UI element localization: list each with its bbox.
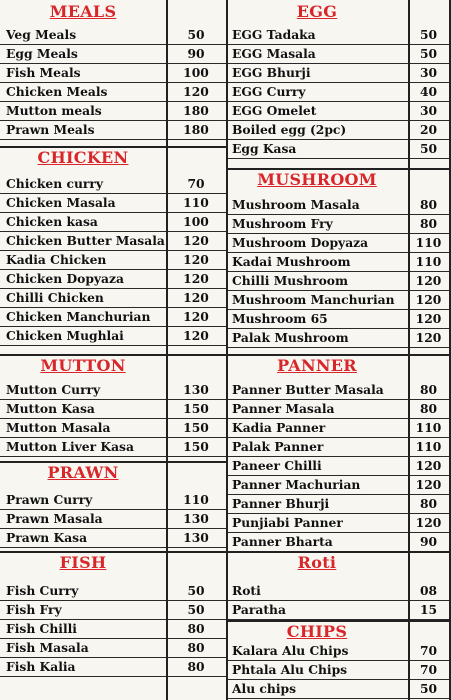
menu-row-alu-chips (226, 680, 451, 699)
item-name: Fish Kalia (6, 659, 76, 674)
item-price: 50 (419, 46, 438, 61)
item-price: 180 (183, 122, 209, 137)
left-price-divider (166, 0, 168, 700)
item-name: Veg Meals (6, 27, 77, 42)
item-name: Panner Masala (232, 401, 335, 416)
item-price: 40 (419, 84, 438, 99)
center-divider (226, 0, 228, 700)
menu-row-prawn-masala (0, 510, 226, 529)
right-price-divider (408, 0, 410, 700)
item-name: EGG Curry (232, 84, 306, 99)
item-price: 120 (183, 252, 209, 267)
item-price: 80 (187, 659, 205, 674)
item-price: 120 (415, 311, 442, 326)
item-price: 100 (183, 214, 209, 229)
item-price: 110 (183, 492, 209, 507)
menu-row-mutton-curry (0, 381, 226, 400)
menu-row-prawn-curry (0, 491, 226, 510)
item-name: Prawn Kasa (6, 530, 88, 545)
item-name: Panner Bhurji (232, 496, 330, 511)
item-price: 150 (183, 439, 209, 454)
item-name: Kalara Alu Chips (232, 643, 349, 658)
item-price: 50 (187, 602, 205, 617)
item-price: 110 (415, 254, 442, 269)
menu-row-mushroom-manchurian (226, 291, 451, 310)
menu-row-mushroom-fry (226, 215, 451, 234)
item-name: Mushroom Manchurian (232, 292, 395, 307)
item-price: 120 (183, 271, 209, 286)
item-price: 90 (187, 46, 205, 61)
item-name: Egg Kasa (232, 141, 297, 156)
item-name: Boiled egg (2pc) (232, 122, 347, 137)
item-price: 120 (415, 292, 442, 307)
item-price: 50 (419, 141, 438, 156)
menu-row-kadia-chicken (0, 251, 226, 270)
menu-row-egg-omelet (226, 102, 451, 121)
item-price: 30 (419, 103, 438, 118)
item-price: 90 (419, 534, 438, 549)
item-name: Phtala Alu Chips (232, 662, 348, 677)
menu-row-fish-fry (0, 601, 226, 620)
item-price: 70 (419, 643, 438, 658)
item-price: 120 (183, 233, 209, 248)
menu-row-mutton-masala (0, 419, 226, 438)
item-name: Fish Meals (6, 65, 81, 80)
item-name: Alu chips (232, 681, 297, 696)
item-price: 120 (183, 290, 209, 305)
item-price: 130 (183, 530, 209, 545)
menu-row-mushroom-dopyaza (226, 234, 451, 253)
item-price: 80 (419, 382, 438, 397)
menu-row-chicken-curry (0, 175, 226, 194)
menu-row-chicken-meals (0, 83, 226, 102)
menu-row-chicken-mughlai (0, 327, 226, 346)
item-price: 180 (183, 103, 209, 118)
menu-row-kadia-panner (226, 419, 451, 438)
item-price: 130 (183, 382, 209, 397)
menu-row-chicken-manchurian (0, 308, 226, 327)
prawn-section-title: PRAWN (47, 463, 119, 482)
item-price: 120 (415, 273, 442, 288)
menu-row-phtala-alu-chips (226, 661, 451, 680)
item-name: Fish Curry (6, 583, 79, 598)
menu-row-prawn-kasa (0, 529, 226, 548)
menu-row-chilli-mushroom (226, 272, 451, 291)
item-name: Kadai Mushroom (232, 254, 351, 269)
item-name: Punjiabi Panner (232, 515, 343, 530)
item-price: 08 (419, 583, 438, 598)
item-name: Mutton Kasa (6, 401, 95, 416)
item-price: 50 (419, 27, 438, 42)
menu-row-paneer-chilli (226, 457, 451, 476)
item-price: 130 (183, 511, 209, 526)
item-price: 110 (415, 420, 442, 435)
item-price: 80 (419, 496, 438, 511)
item-name: Fish Fry (6, 602, 62, 617)
item-price: 30 (419, 65, 438, 80)
menu-row-egg-meals (0, 45, 226, 64)
right-menu-column (226, 0, 451, 700)
item-name: Fish Chilli (6, 621, 77, 636)
item-name: EGG Tadaka (232, 27, 316, 42)
item-price: 110 (183, 195, 209, 210)
menu-row-fish-masala (0, 639, 226, 658)
item-price: 150 (183, 420, 209, 435)
item-price: 80 (419, 401, 438, 416)
item-name: Mutton Masala (6, 420, 111, 435)
item-price: 110 (415, 235, 442, 250)
menu-row-egg-bhurji (226, 64, 451, 83)
menu-row-fish-curry (0, 582, 226, 601)
menu-row-egg-kasa (226, 140, 451, 159)
item-price: 80 (419, 216, 438, 231)
menu-row-egg-tadaka (226, 26, 451, 45)
menu-row-mutton-meals (0, 102, 226, 121)
menu-row-roti (226, 582, 451, 601)
menu-row-egg-masala (226, 45, 451, 64)
menu-row-panner-bharta (226, 533, 451, 552)
item-name: Mutton meals (6, 103, 102, 118)
item-price: 150 (183, 401, 209, 416)
menu-row-kalara-alu-chips (226, 642, 451, 661)
item-name: Mutton Liver Kasa (6, 439, 134, 454)
item-name: Chilli Mushroom (232, 273, 349, 288)
item-name: Chicken Masala (6, 195, 116, 210)
item-name: Mushroom Dopyaza (232, 235, 369, 250)
menu-row-chicken-dopyaza (0, 270, 226, 289)
item-price: 50 (419, 681, 438, 696)
menu-row-panner-machurian (226, 476, 451, 495)
item-price: 80 (187, 640, 205, 655)
menu-row-fish-kalia (0, 658, 226, 677)
menu-row-boiled-egg-2pc (226, 121, 451, 140)
menu-row-fish-meals (0, 64, 226, 83)
item-name: Chicken curry (6, 176, 103, 191)
item-price: 20 (419, 122, 438, 137)
item-price: 80 (419, 197, 438, 212)
item-name: EGG Omelet (232, 103, 317, 118)
menu-row-mushroom-65 (226, 310, 451, 329)
mutton-section-title: MUTTON (40, 356, 126, 375)
item-name: Chicken Dopyaza (6, 271, 124, 286)
item-name: Chicken Meals (6, 84, 108, 99)
item-name: Mushroom 65 (232, 311, 328, 326)
item-name: Panner Butter Masala (232, 382, 384, 397)
item-name: Chicken Mughlai (6, 328, 124, 343)
item-name: EGG Masala (232, 46, 316, 61)
egg-section-title: EGG (296, 2, 338, 21)
chicken-section-title: CHICKEN (37, 148, 129, 167)
menu-row-palak-panner (226, 438, 451, 457)
item-price: 120 (415, 330, 442, 345)
item-name: Prawn Meals (6, 122, 95, 137)
item-name: Panner Bharta (232, 534, 333, 549)
item-name: Prawn Curry (6, 492, 93, 507)
item-name: Fish Masala (6, 640, 89, 655)
menu-row-palak-mushroom (226, 329, 451, 348)
item-price: 120 (183, 328, 209, 343)
mushroom-section-title: MUSHROOM (257, 170, 377, 189)
item-price: 120 (183, 309, 209, 324)
menu-row-prawn-meals (0, 121, 226, 140)
item-price: 100 (183, 65, 209, 80)
menu-row-panner-butter-masala (226, 381, 451, 400)
menu-row-veg-meals (0, 26, 226, 45)
item-name: EGG Bhurji (232, 65, 311, 80)
item-name: Mushroom Fry (232, 216, 333, 231)
item-name: Panner Machurian (232, 477, 361, 492)
item-name: Chicken Manchurian (6, 309, 151, 324)
item-price: 70 (187, 176, 205, 191)
item-price: 50 (187, 583, 205, 598)
item-name: Kadia Panner (232, 420, 326, 435)
item-price: 120 (415, 477, 442, 492)
menu-row-punjiabi-panner (226, 514, 451, 533)
menu-row-chicken-kasa (0, 213, 226, 232)
item-name: Egg Meals (6, 46, 78, 61)
item-price: 15 (419, 602, 438, 617)
item-name: Prawn Masala (6, 511, 103, 526)
item-name: Chicken Butter Masala (6, 233, 165, 248)
item-name: Paneer Chilli (232, 458, 322, 473)
menu-row-fish-chilli (0, 620, 226, 639)
item-price: 70 (419, 662, 438, 677)
right-edge-divider (449, 0, 451, 700)
item-name: Mutton Curry (6, 382, 101, 397)
menu-row-mutton-kasa (0, 400, 226, 419)
item-name: Paratha (232, 602, 286, 617)
menu-row-mushroom-masala (226, 196, 451, 215)
item-name: Roti (232, 583, 261, 598)
menu-row-paratha (226, 601, 451, 620)
menu-row-kadai-mushroom (226, 253, 451, 272)
item-name: Mushroom Masala (232, 197, 360, 212)
meals-section-title: MEALS (49, 2, 117, 21)
fish-section-title: FISH (59, 553, 107, 572)
menu-row-panner-bhurji (226, 495, 451, 514)
chips-section-title: CHIPS (286, 622, 348, 641)
menu-row-panner-masala (226, 400, 451, 419)
item-name: Chicken kasa (6, 214, 98, 229)
roti-section-title: Roti (297, 553, 337, 572)
menu-row-egg-curry (226, 83, 451, 102)
menu-row-chicken-masala (0, 194, 226, 213)
item-price: 120 (183, 84, 209, 99)
panner-section-title: PANNER (277, 356, 357, 375)
item-name: Kadia Chicken (6, 252, 107, 267)
item-price: 50 (187, 27, 205, 42)
item-name: Palak Mushroom (232, 330, 349, 345)
menu-row-mutton-liver-kasa (0, 438, 226, 457)
item-name: Chilli Chicken (6, 290, 104, 305)
item-price: 120 (415, 458, 442, 473)
item-price: 110 (415, 439, 442, 454)
menu-row-chicken-butter-masala (0, 232, 226, 251)
menu-row-chilli-chicken (0, 289, 226, 308)
item-price: 80 (187, 621, 205, 636)
item-price: 120 (415, 515, 442, 530)
item-name: Palak Panner (232, 439, 324, 454)
